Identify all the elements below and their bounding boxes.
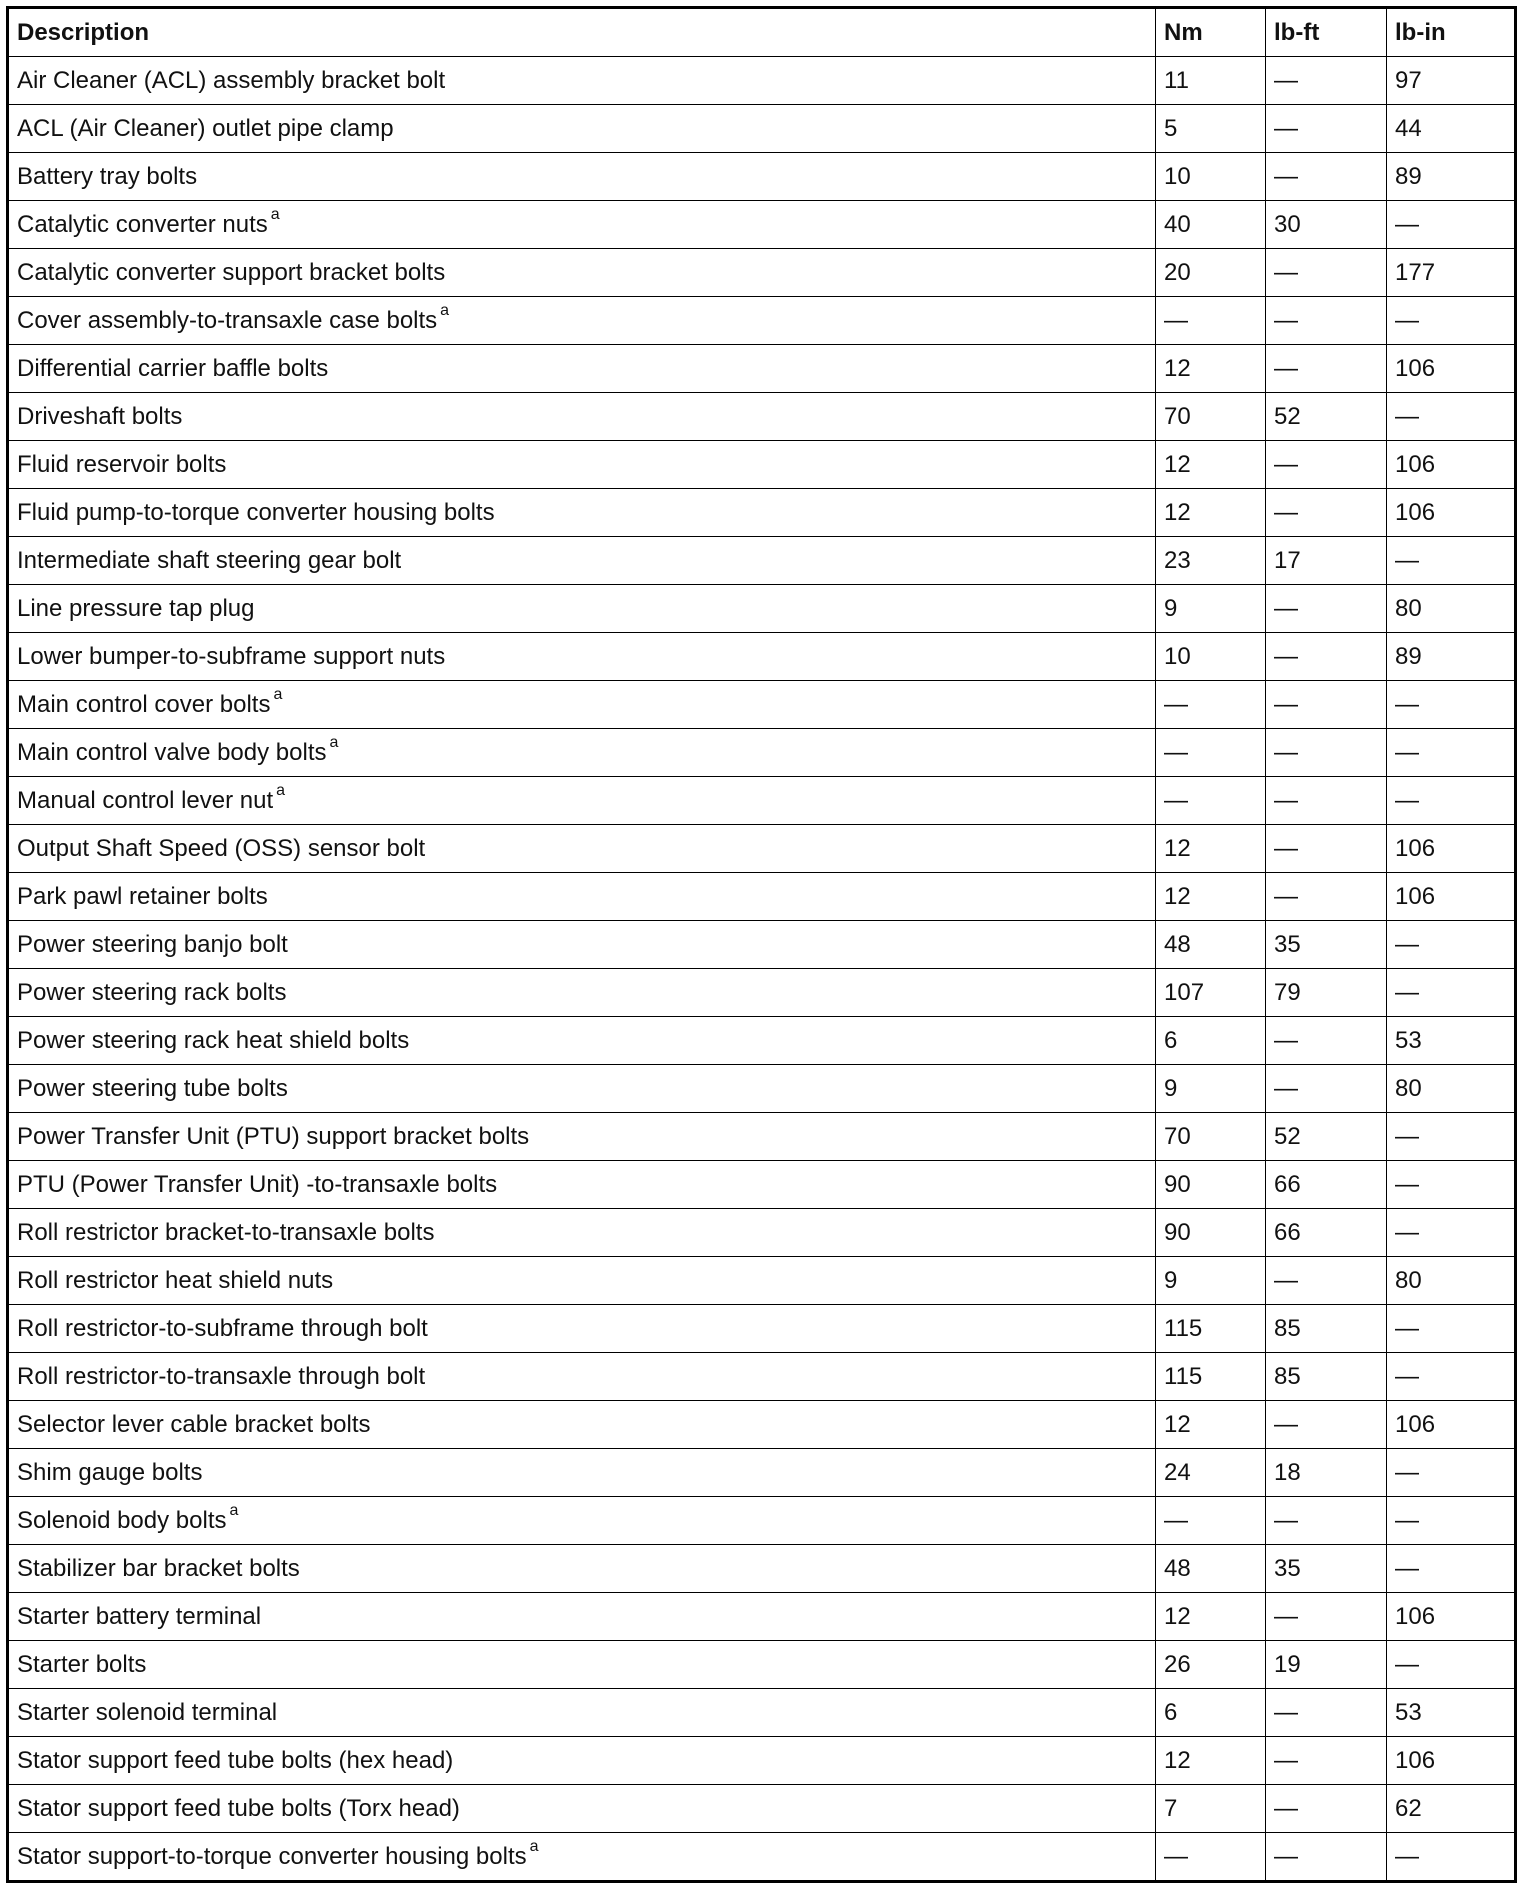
cell-nm: 10: [1156, 633, 1266, 681]
cell-description: [8, 153, 1156, 201]
cell-nm: —: [1156, 1497, 1266, 1545]
cell-description: [8, 1209, 1156, 1257]
table-row: [8, 633, 1516, 681]
description-text: Power Transfer Unit (PTU) support bracket bolts: [17, 1122, 530, 1150]
cell-lb-ft: —: [1266, 1017, 1387, 1065]
cell-nm: 12: [1156, 1401, 1266, 1449]
table-row: [8, 873, 1516, 921]
cell-description: [8, 1305, 1156, 1353]
table-row: [8, 201, 1516, 249]
cell-description: [8, 1449, 1156, 1497]
cell-lb-ft: 85: [1266, 1353, 1387, 1401]
footnote-marker: a: [229, 1501, 239, 1519]
cell-description: [8, 441, 1156, 489]
table-row: [8, 1833, 1516, 1882]
table-row: [8, 1401, 1516, 1449]
cell-lb-in: —: [1387, 297, 1516, 345]
table-row: [8, 1593, 1516, 1641]
table-row: [8, 489, 1516, 537]
cell-nm: 90: [1156, 1209, 1266, 1257]
cell-description: [8, 1161, 1156, 1209]
cell-description: [8, 1737, 1156, 1785]
table-row: [8, 537, 1516, 585]
cell-nm: 12: [1156, 441, 1266, 489]
cell-nm: 6: [1156, 1017, 1266, 1065]
cell-lb-in: 80: [1387, 1257, 1516, 1305]
description-text: Lower bumper-to-subframe support nuts: [17, 642, 446, 670]
table-row: [8, 1689, 1516, 1737]
description-text: Catalytic converter nuts: [17, 210, 268, 238]
cell-lb-in: 106: [1387, 489, 1516, 537]
cell-nm: 11: [1156, 57, 1266, 105]
cell-lb-ft: —: [1266, 585, 1387, 633]
description-text: Battery tray bolts: [17, 162, 198, 190]
cell-lb-in: —: [1387, 921, 1516, 969]
cell-lb-in: —: [1387, 1449, 1516, 1497]
cell-lb-ft: —: [1266, 1833, 1387, 1882]
cell-lb-in: —: [1387, 393, 1516, 441]
cell-nm: 70: [1156, 393, 1266, 441]
cell-description: [8, 1401, 1156, 1449]
cell-lb-ft: —: [1266, 1065, 1387, 1113]
cell-nm: 107: [1156, 969, 1266, 1017]
cell-description: [8, 1065, 1156, 1113]
cell-lb-in: —: [1387, 537, 1516, 585]
description-text: Power steering rack heat shield bolts: [17, 1026, 410, 1054]
cell-description: [8, 1545, 1156, 1593]
cell-lb-in: 53: [1387, 1689, 1516, 1737]
description-text: Starter solenoid terminal: [17, 1698, 278, 1726]
cell-lb-ft: —: [1266, 1689, 1387, 1737]
table-row: [8, 777, 1516, 825]
cell-nm: 20: [1156, 249, 1266, 297]
cell-lb-ft: 79: [1266, 969, 1387, 1017]
cell-nm: —: [1156, 297, 1266, 345]
cell-description: [8, 105, 1156, 153]
cell-description: [8, 1257, 1156, 1305]
header-description: Description: [8, 8, 1156, 57]
cell-description: [8, 393, 1156, 441]
description-text: Air Cleaner (ACL) assembly bracket bolt: [17, 66, 446, 94]
cell-lb-ft: 66: [1266, 1209, 1387, 1257]
table-row: [8, 1161, 1516, 1209]
cell-nm: 7: [1156, 1785, 1266, 1833]
cell-lb-in: 106: [1387, 441, 1516, 489]
cell-description: [8, 489, 1156, 537]
cell-description: [8, 1017, 1156, 1065]
cell-nm: 6: [1156, 1689, 1266, 1737]
description-text: Power steering tube bolts: [17, 1074, 288, 1102]
description-text: Intermediate shaft steering gear bolt: [17, 546, 402, 574]
table-row: [8, 105, 1516, 153]
description-text: Roll restrictor-to-transaxle through bolt: [17, 1362, 426, 1390]
cell-description: [8, 633, 1156, 681]
cell-lb-ft: —: [1266, 1257, 1387, 1305]
footnote-marker: a: [276, 781, 286, 799]
cell-nm: 12: [1156, 1593, 1266, 1641]
cell-lb-in: 106: [1387, 1737, 1516, 1785]
cell-lb-in: —: [1387, 1209, 1516, 1257]
cell-description: [8, 249, 1156, 297]
description-text: Main control valve body bolts: [17, 738, 327, 766]
cell-lb-in: 177: [1387, 249, 1516, 297]
cell-lb-in: 97: [1387, 57, 1516, 105]
cell-nm: 24: [1156, 1449, 1266, 1497]
description-text: Stator support feed tube bolts (Torx head): [17, 1794, 460, 1822]
table-row: [8, 969, 1516, 1017]
description-text: Line pressure tap plug: [17, 594, 255, 622]
cell-lb-ft: —: [1266, 1497, 1387, 1545]
cell-description: [8, 297, 1156, 345]
cell-nm: 5: [1156, 105, 1266, 153]
cell-lb-in: 106: [1387, 345, 1516, 393]
cell-lb-ft: —: [1266, 777, 1387, 825]
description-text: Park pawl retainer bolts: [17, 882, 268, 910]
cell-lb-ft: —: [1266, 441, 1387, 489]
cell-nm: 12: [1156, 489, 1266, 537]
cell-lb-ft: 30: [1266, 201, 1387, 249]
description-text: Solenoid body bolts: [17, 1506, 227, 1534]
cell-lb-ft: 35: [1266, 921, 1387, 969]
cell-lb-in: —: [1387, 777, 1516, 825]
cell-nm: 9: [1156, 585, 1266, 633]
description-text: ACL (Air Cleaner) outlet pipe clamp: [17, 114, 394, 142]
description-text: Manual control lever nut: [17, 786, 274, 814]
table-header-row: [8, 8, 1516, 57]
cell-description: [8, 1113, 1156, 1161]
cell-lb-ft: —: [1266, 249, 1387, 297]
table-body: [8, 57, 1516, 1882]
cell-lb-ft: 18: [1266, 1449, 1387, 1497]
cell-nm: —: [1156, 1833, 1266, 1882]
cell-lb-ft: —: [1266, 153, 1387, 201]
cell-description: [8, 57, 1156, 105]
table-row: [8, 729, 1516, 777]
cell-lb-in: —: [1387, 1113, 1516, 1161]
description-text: Starter battery terminal: [17, 1602, 262, 1630]
description-text: Selector lever cable bracket bolts: [17, 1410, 371, 1438]
cell-nm: 48: [1156, 921, 1266, 969]
cell-lb-in: 106: [1387, 1593, 1516, 1641]
table-row: [8, 1257, 1516, 1305]
cell-lb-ft: —: [1266, 1401, 1387, 1449]
cell-lb-in: —: [1387, 1305, 1516, 1353]
cell-description: [8, 969, 1156, 1017]
cell-lb-ft: 35: [1266, 1545, 1387, 1593]
cell-lb-ft: —: [1266, 825, 1387, 873]
description-text: Power steering banjo bolt: [17, 930, 288, 958]
table-row: [8, 1065, 1516, 1113]
cell-lb-ft: 52: [1266, 393, 1387, 441]
table-row: [8, 1545, 1516, 1593]
cell-lb-in: 44: [1387, 105, 1516, 153]
cell-lb-ft: —: [1266, 681, 1387, 729]
table-row: [8, 1017, 1516, 1065]
description-text: Differential carrier baffle bolts: [17, 354, 329, 382]
cell-lb-in: 106: [1387, 825, 1516, 873]
cell-lb-in: 62: [1387, 1785, 1516, 1833]
table-row: [8, 1113, 1516, 1161]
cell-description: [8, 345, 1156, 393]
cell-description: [8, 729, 1156, 777]
description-text: Power steering rack bolts: [17, 978, 287, 1006]
cell-nm: 70: [1156, 1113, 1266, 1161]
cell-lb-in: 106: [1387, 1401, 1516, 1449]
table-row: [8, 585, 1516, 633]
cell-lb-ft: 52: [1266, 1113, 1387, 1161]
cell-nm: 115: [1156, 1353, 1266, 1401]
table-row: [8, 393, 1516, 441]
cell-nm: 90: [1156, 1161, 1266, 1209]
description-text: Stabilizer bar bracket bolts: [17, 1554, 300, 1582]
cell-lb-in: —: [1387, 1353, 1516, 1401]
cell-lb-ft: —: [1266, 489, 1387, 537]
description-text: Stator support-to-torque converter housing bolts: [17, 1842, 527, 1870]
description-text: Catalytic converter support bracket bolts: [17, 258, 446, 286]
cell-lb-ft: —: [1266, 297, 1387, 345]
cell-description: [8, 1641, 1156, 1689]
table-row: [8, 1209, 1516, 1257]
cell-description: [8, 921, 1156, 969]
header-lb-in: lb-in: [1387, 8, 1516, 57]
cell-description: [8, 1353, 1156, 1401]
table-row: [8, 1353, 1516, 1401]
cell-lb-in: —: [1387, 1641, 1516, 1689]
cell-description: [8, 1833, 1156, 1882]
torque-spec-table: [6, 6, 1517, 1883]
cell-lb-in: 89: [1387, 153, 1516, 201]
cell-description: [8, 585, 1156, 633]
cell-lb-in: —: [1387, 1833, 1516, 1882]
cell-nm: 115: [1156, 1305, 1266, 1353]
description-text: Driveshaft bolts: [17, 402, 183, 430]
cell-description: [8, 1593, 1156, 1641]
description-text: Fluid reservoir bolts: [17, 450, 227, 478]
footnote-marker: a: [329, 733, 339, 751]
cell-description: [8, 777, 1156, 825]
cell-lb-in: —: [1387, 969, 1516, 1017]
table-row: [8, 825, 1516, 873]
description-text: Starter bolts: [17, 1650, 147, 1678]
cell-lb-ft: —: [1266, 105, 1387, 153]
cell-nm: 12: [1156, 825, 1266, 873]
description-text: Main control cover bolts: [17, 690, 271, 718]
cell-lb-in: 80: [1387, 1065, 1516, 1113]
cell-lb-in: 80: [1387, 585, 1516, 633]
table-row: [8, 57, 1516, 105]
cell-lb-in: 106: [1387, 873, 1516, 921]
cell-lb-ft: —: [1266, 345, 1387, 393]
description-text: Cover assembly-to-transaxle case bolts: [17, 306, 438, 334]
table-row: [8, 1737, 1516, 1785]
cell-description: [8, 1785, 1156, 1833]
table-row: [8, 1497, 1516, 1545]
cell-nm: 23: [1156, 537, 1266, 585]
description-text: Fluid pump-to-torque converter housing bolts: [17, 498, 495, 526]
table-row: [8, 681, 1516, 729]
cell-lb-ft: —: [1266, 1593, 1387, 1641]
cell-lb-in: 53: [1387, 1017, 1516, 1065]
table-row: [8, 921, 1516, 969]
cell-lb-ft: —: [1266, 729, 1387, 777]
header-nm: Nm: [1156, 8, 1266, 57]
cell-description: [8, 681, 1156, 729]
description-text: Stator support feed tube bolts (hex head): [17, 1746, 454, 1774]
cell-nm: 26: [1156, 1641, 1266, 1689]
table-row: [8, 1641, 1516, 1689]
cell-lb-in: —: [1387, 729, 1516, 777]
cell-description: [8, 537, 1156, 585]
cell-nm: 10: [1156, 153, 1266, 201]
footnote-marker: a: [270, 205, 280, 223]
cell-lb-in: —: [1387, 1545, 1516, 1593]
table-row: [8, 1785, 1516, 1833]
cell-lb-ft: —: [1266, 633, 1387, 681]
cell-description: [8, 201, 1156, 249]
cell-lb-ft: 66: [1266, 1161, 1387, 1209]
cell-nm: 48: [1156, 1545, 1266, 1593]
cell-lb-ft: —: [1266, 1785, 1387, 1833]
cell-description: [8, 1497, 1156, 1545]
cell-lb-in: —: [1387, 201, 1516, 249]
table-row: [8, 441, 1516, 489]
cell-lb-ft: —: [1266, 873, 1387, 921]
cell-description: [8, 1689, 1156, 1737]
table-row: [8, 1449, 1516, 1497]
cell-nm: 40: [1156, 201, 1266, 249]
cell-nm: 9: [1156, 1257, 1266, 1305]
cell-lb-ft: —: [1266, 57, 1387, 105]
cell-nm: —: [1156, 681, 1266, 729]
cell-lb-ft: 17: [1266, 537, 1387, 585]
description-text: Shim gauge bolts: [17, 1458, 203, 1486]
cell-nm: 12: [1156, 345, 1266, 393]
cell-description: [8, 873, 1156, 921]
description-text: PTU (Power Transfer Unit) -to-transaxle bolts: [17, 1170, 498, 1198]
cell-lb-ft: 85: [1266, 1305, 1387, 1353]
cell-nm: —: [1156, 777, 1266, 825]
description-text: Output Shaft Speed (OSS) sensor bolt: [17, 834, 426, 862]
table-row: [8, 345, 1516, 393]
cell-lb-in: —: [1387, 1161, 1516, 1209]
cell-lb-in: —: [1387, 681, 1516, 729]
table-row: [8, 1305, 1516, 1353]
description-text: Roll restrictor heat shield nuts: [17, 1266, 334, 1294]
description-text: Roll restrictor bracket-to-transaxle bolts: [17, 1218, 435, 1246]
table-row: [8, 249, 1516, 297]
table-row: [8, 297, 1516, 345]
cell-description: [8, 825, 1156, 873]
footnote-marker: a: [440, 301, 450, 319]
table-row: [8, 153, 1516, 201]
cell-lb-ft: —: [1266, 1737, 1387, 1785]
description-text: Roll restrictor-to-subframe through bolt: [17, 1314, 428, 1342]
footnote-marker: a: [529, 1837, 539, 1855]
footnote-marker: a: [273, 685, 283, 703]
cell-nm: 9: [1156, 1065, 1266, 1113]
cell-lb-in: —: [1387, 1497, 1516, 1545]
cell-nm: —: [1156, 729, 1266, 777]
cell-nm: 12: [1156, 873, 1266, 921]
cell-lb-ft: 19: [1266, 1641, 1387, 1689]
header-lb-ft: lb-ft: [1266, 8, 1387, 57]
cell-lb-in: 89: [1387, 633, 1516, 681]
cell-nm: 12: [1156, 1737, 1266, 1785]
